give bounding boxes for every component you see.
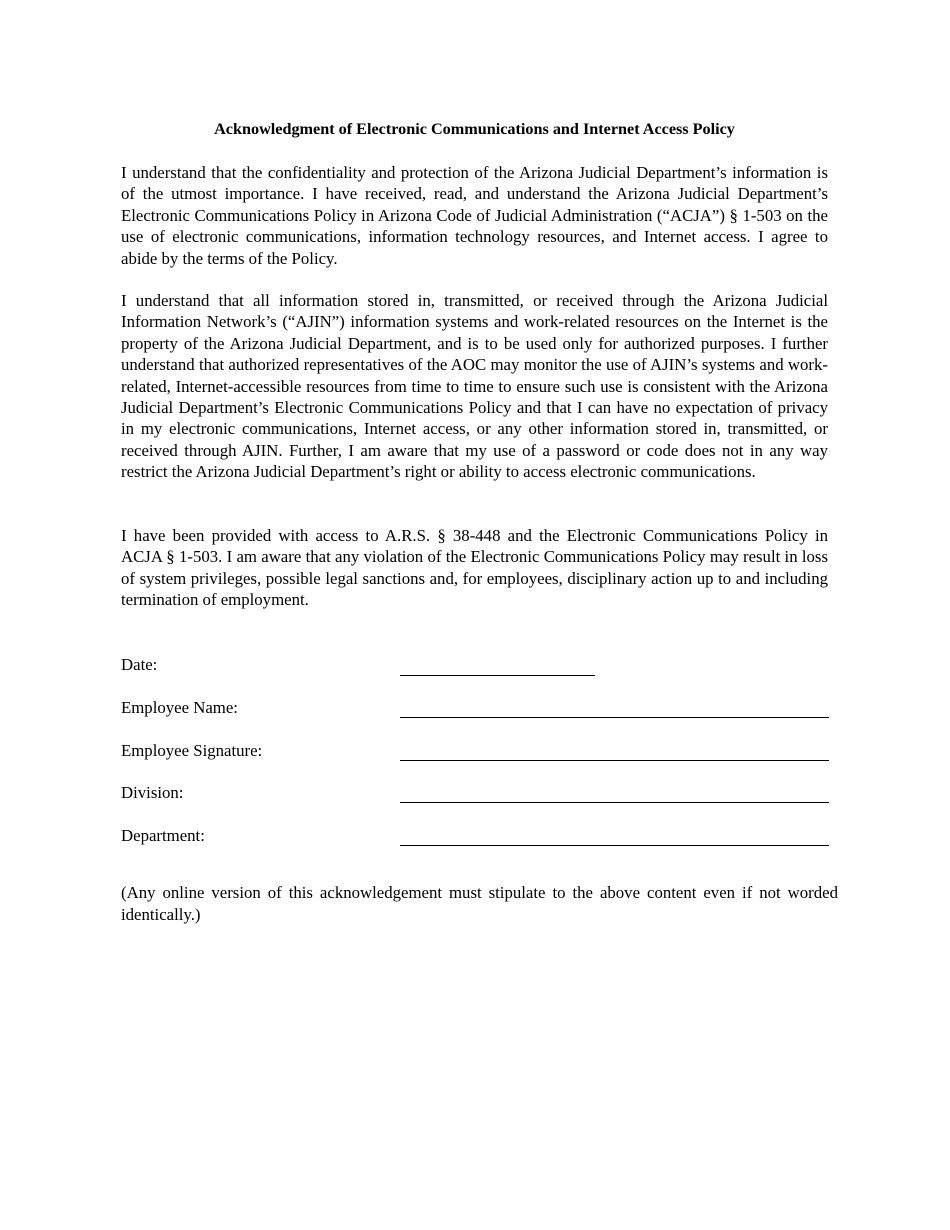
employee-name-field[interactable] — [400, 717, 829, 718]
date-label: Date: — [121, 655, 158, 674]
employee-signature-field[interactable] — [400, 760, 829, 761]
department-field[interactable] — [400, 845, 829, 846]
employee-name-field-row — [121, 697, 829, 721]
department-field-row — [121, 825, 829, 849]
employee-signature-field-row — [121, 740, 829, 764]
date-field[interactable] — [400, 675, 595, 676]
employee-signature-label: Employee Signature: — [121, 741, 263, 760]
employee-name-label: Employee Name: — [121, 698, 238, 717]
paragraph-confidentiality: I understand that the confidentiality and protection of the Arizona Judicial Department’s information is of the utmost importance. I have received, read, and understand the Arizona Judicial Department’s Electronic Communications Policy in Arizona Code of Judicial Administration (“ACJA”) § 1-503 on the use of electronic communications, information technology resources, and Internet access. I agree to abide by the terms of the Policy. — [121, 163, 828, 268]
online-version-note: (Any online version of this acknowledgement must stipulate to the above content even if not worded identically.) — [121, 883, 838, 924]
date-field-row — [121, 654, 829, 678]
paragraph-violations: I have been provided with access to A.R.S. § 38-448 and the Electronic Communications Policy in ACJA § 1-503. I am aware that any violation of the Electronic Communications Policy may result in loss of system privileges, possible legal sanctions and, for employees, disciplinary action up to and including termination of employment. — [121, 526, 828, 610]
document-title: Acknowledgment of Electronic Communications and Internet Access Policy — [214, 120, 735, 138]
department-label: Department: — [121, 826, 205, 845]
division-label: Division: — [121, 783, 184, 802]
division-field-row — [121, 782, 829, 806]
paragraph-monitoring: I understand that all information stored in, transmitted, or received through the Arizona Judicial Information Network’s (“AJIN”) information systems and work-related resources on the Internet is the property of the Arizona Judicial Department, and is to be used only for authorized purposes. I further understand that authorized representatives of the AOC may monitor the use of AJIN’s systems and work-related, Internet-accessible resources from time to time to ensure such use is consistent with the Arizona Judicial Department’s Electronic Communications Policy and that I can have no expectation of privacy in my electronic communications, Internet access, or any other information stored in, transmitted, or received through AJIN. Further, I am aware that my use of a password or code does not in any way restrict the Arizona Judicial Department’s right or ability to access electronic communications. — [121, 291, 828, 482]
division-field[interactable] — [400, 802, 829, 803]
